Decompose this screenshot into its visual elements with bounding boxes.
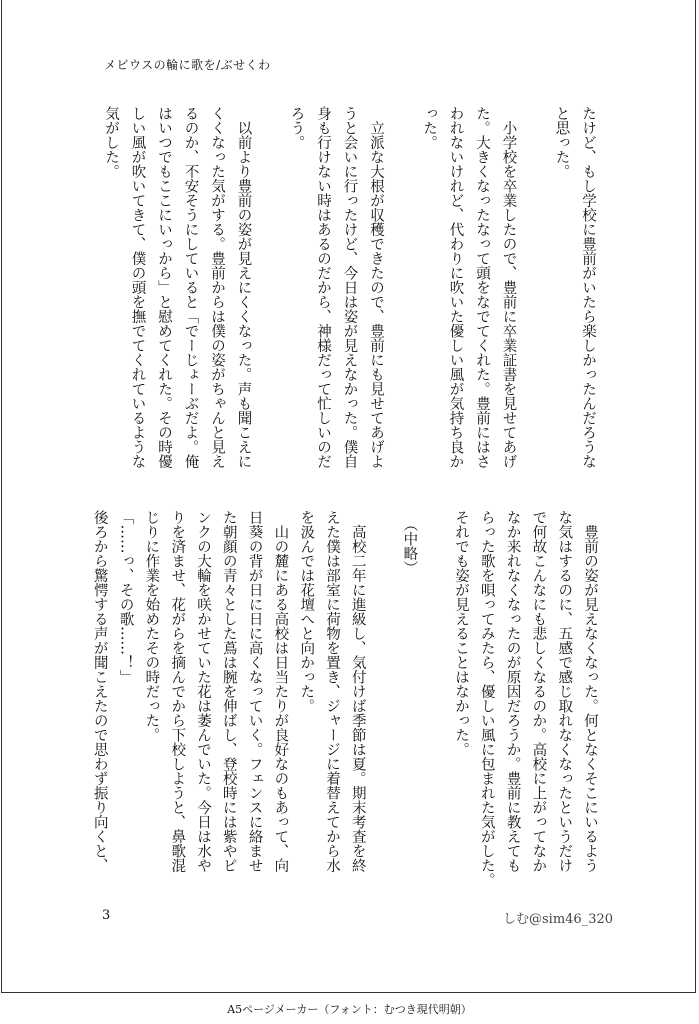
text-column: はいつでもここにいっから」と慰めてくれた。その時優 (156, 106, 172, 469)
text-column: 高校二年に進級し、気付けば季節は夏。期末考査を終 (349, 510, 366, 873)
text-column: を汲んでは花壇へと向かった。 (298, 510, 315, 713)
text-column: った。 (421, 106, 437, 150)
text-column: 「……っ、その歌……！」 (117, 510, 134, 684)
text-column: と思った。 (553, 106, 570, 179)
page-number: 3 (102, 908, 111, 923)
text-column: それでも姿が見えることはなかった。 (453, 510, 469, 757)
text-column: 小学校を卒業したので、豊前に卒業証書を見せてあげ (500, 106, 517, 469)
text-column: くくなった気がする。豊前からは僕の姿がちゃんと見え (209, 106, 225, 469)
text-column: た朝顔の青々とした蔦は腕を伸ばし、登校時には紫やピ (220, 510, 237, 873)
text-column: な気はするのに、五感で感じ取れなくなったというだけ (556, 510, 573, 873)
text-column: なか来れなくなったのが原因だろうか。豊前に教えても (504, 510, 521, 873)
text-column: 後ろから驚愕する声が聞こえたので思わず振り向くと、 (91, 510, 108, 873)
text-column: ろう。 (288, 106, 305, 150)
text-column: 気がした。 (103, 106, 119, 179)
text-column: たけど、もし学校に豊前がいたら楽しかったんだろうな (580, 106, 596, 469)
text-column: うと会いに行ったけど、今日は姿が見えなかった。僕自 (341, 106, 358, 469)
text-column: 山の麓にある高校は日当たりが良好なのもあって、向 (272, 510, 289, 873)
text-column: で何故こんなにも悲しくなるのか。高校に上がってなか (530, 510, 547, 873)
text-column: われないけれど、代わりに吹いた優しい風が気持ち良か (447, 106, 464, 469)
text-column: ンクの大輪を咲かせていた花は萎んでいた。今日は水や (195, 510, 211, 873)
text-column: りを済ませ、花がらを摘んでから下校しようと、鼻歌混 (169, 510, 186, 873)
text-column: じりに作業を始めたその時だった。 (143, 510, 160, 742)
text-column: 以前より豊前の姿が見えにくくなった。声も聞こえに (235, 106, 252, 469)
running-header: メビウスの輪に歌を/ぶせくわ (104, 58, 271, 72)
text-column: た。大きくなったなって頭をなでてくれた。豊前にはさ (474, 106, 490, 469)
text-column: えた僕は部室に荷物を置き、ジャージに着替えてから水 (324, 510, 340, 873)
text-column: らった歌を唄ってみたら、優しい風に包まれた気がした。 (478, 510, 495, 887)
text-column: しい風が吹いてきて、僕の頭を撫でてくれているような (129, 106, 146, 469)
text-column: 豊前の姿が見えなくなった。何となくそこにいるよう (582, 510, 598, 873)
text-column: 立派な大根が収穫できたので、豊前にも見せてあげよ (368, 106, 384, 469)
text-column: 身も行けない時はあるのだから、神様だって忙しいのだ (315, 106, 331, 469)
author-credit: しむ@sim46_320 (503, 912, 614, 927)
generator-footer: A5ページメーカー（フォント：むつき現代明朝） (227, 1003, 472, 1016)
text-column: （中略） (401, 510, 418, 576)
text-column: 日葵の背が日に日に高くなっていく。フェンスに絡ませ (246, 510, 263, 873)
text-column: るのか、不安そうにしていると「でーじょーぶだよ。俺 (182, 106, 199, 469)
